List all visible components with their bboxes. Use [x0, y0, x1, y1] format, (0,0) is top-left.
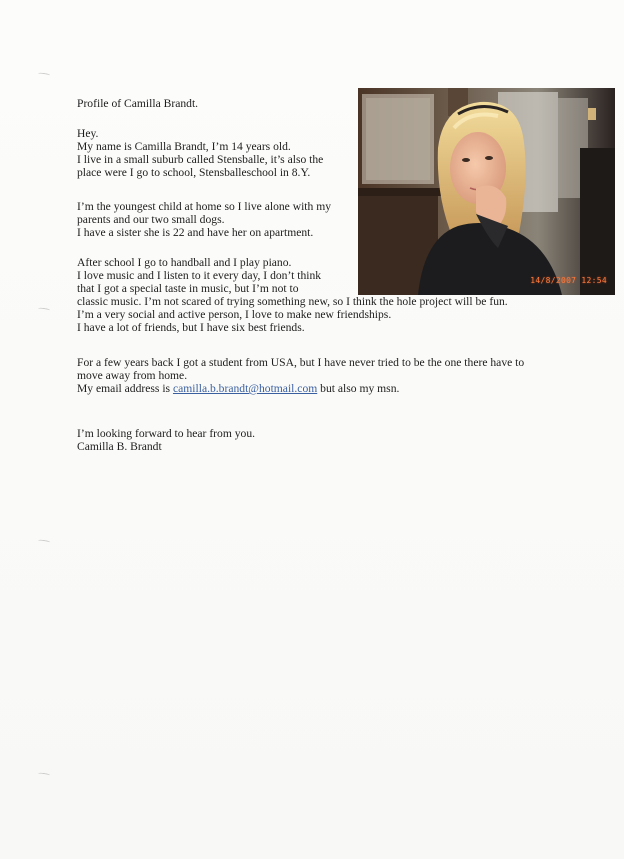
text-line: I live in a small suburb called Stensballe, it’s also the [77, 153, 324, 166]
text-line: move away from home. [77, 369, 188, 382]
signature: Camilla B. Brandt [77, 440, 162, 453]
text-line: I’m the youngest child at home so I live alone with my [77, 200, 332, 213]
text-line: I have a lot of friends, but I have six best friends. [77, 321, 305, 334]
text-line: After school I go to handball and I play piano. [77, 256, 292, 269]
scan-mark [38, 772, 50, 777]
email-line [77, 382, 524, 395]
text-line: I have a sister she is 22 and have her on apartment. [77, 226, 314, 239]
email-prefix: My email address is [77, 382, 173, 395]
text-line: classic music. I’m not scared of trying something new, so I think the hole project will be fun. [77, 295, 508, 308]
text-line: place were I go to school, Stensballeschool in 8.Y. [77, 166, 311, 179]
text-line: Hey. [77, 127, 99, 140]
scan-mark [38, 72, 50, 77]
profile-photo [358, 88, 615, 295]
text-line: parents and our two small dogs. [77, 213, 225, 226]
document-title: Profile of Camilla Brandt. [77, 97, 199, 110]
text-line: that I got a special taste in music, but I’m not to [77, 282, 299, 295]
closing-line: I’m looking forward to hear from you. [77, 427, 256, 440]
scan-mark [38, 307, 50, 312]
text-line: My name is Camilla Brandt, I’m 14 years old. [77, 140, 291, 153]
paragraph-exchange [77, 356, 524, 395]
text-line: For a few years back I got a student from USA, but I have never tried to be the one there have to [77, 356, 525, 369]
closing-block [77, 427, 255, 453]
text-line: I’m a very social and active person, I love to make new friendships. [77, 308, 392, 321]
profile-photo-image [358, 88, 615, 295]
email-suffix: but also my msn. [317, 382, 400, 395]
photo-timestamp: 14/8/2007 12:54 [530, 276, 607, 285]
paragraph-intro [77, 127, 323, 179]
scan-mark [38, 539, 50, 544]
paragraph-family [77, 200, 331, 239]
text-line: I love music and I listen to it every day, I don’t think [77, 269, 322, 282]
document-title-block [77, 97, 198, 110]
email-link[interactable]: camilla.b.brandt@hotmail.com [172, 382, 318, 395]
